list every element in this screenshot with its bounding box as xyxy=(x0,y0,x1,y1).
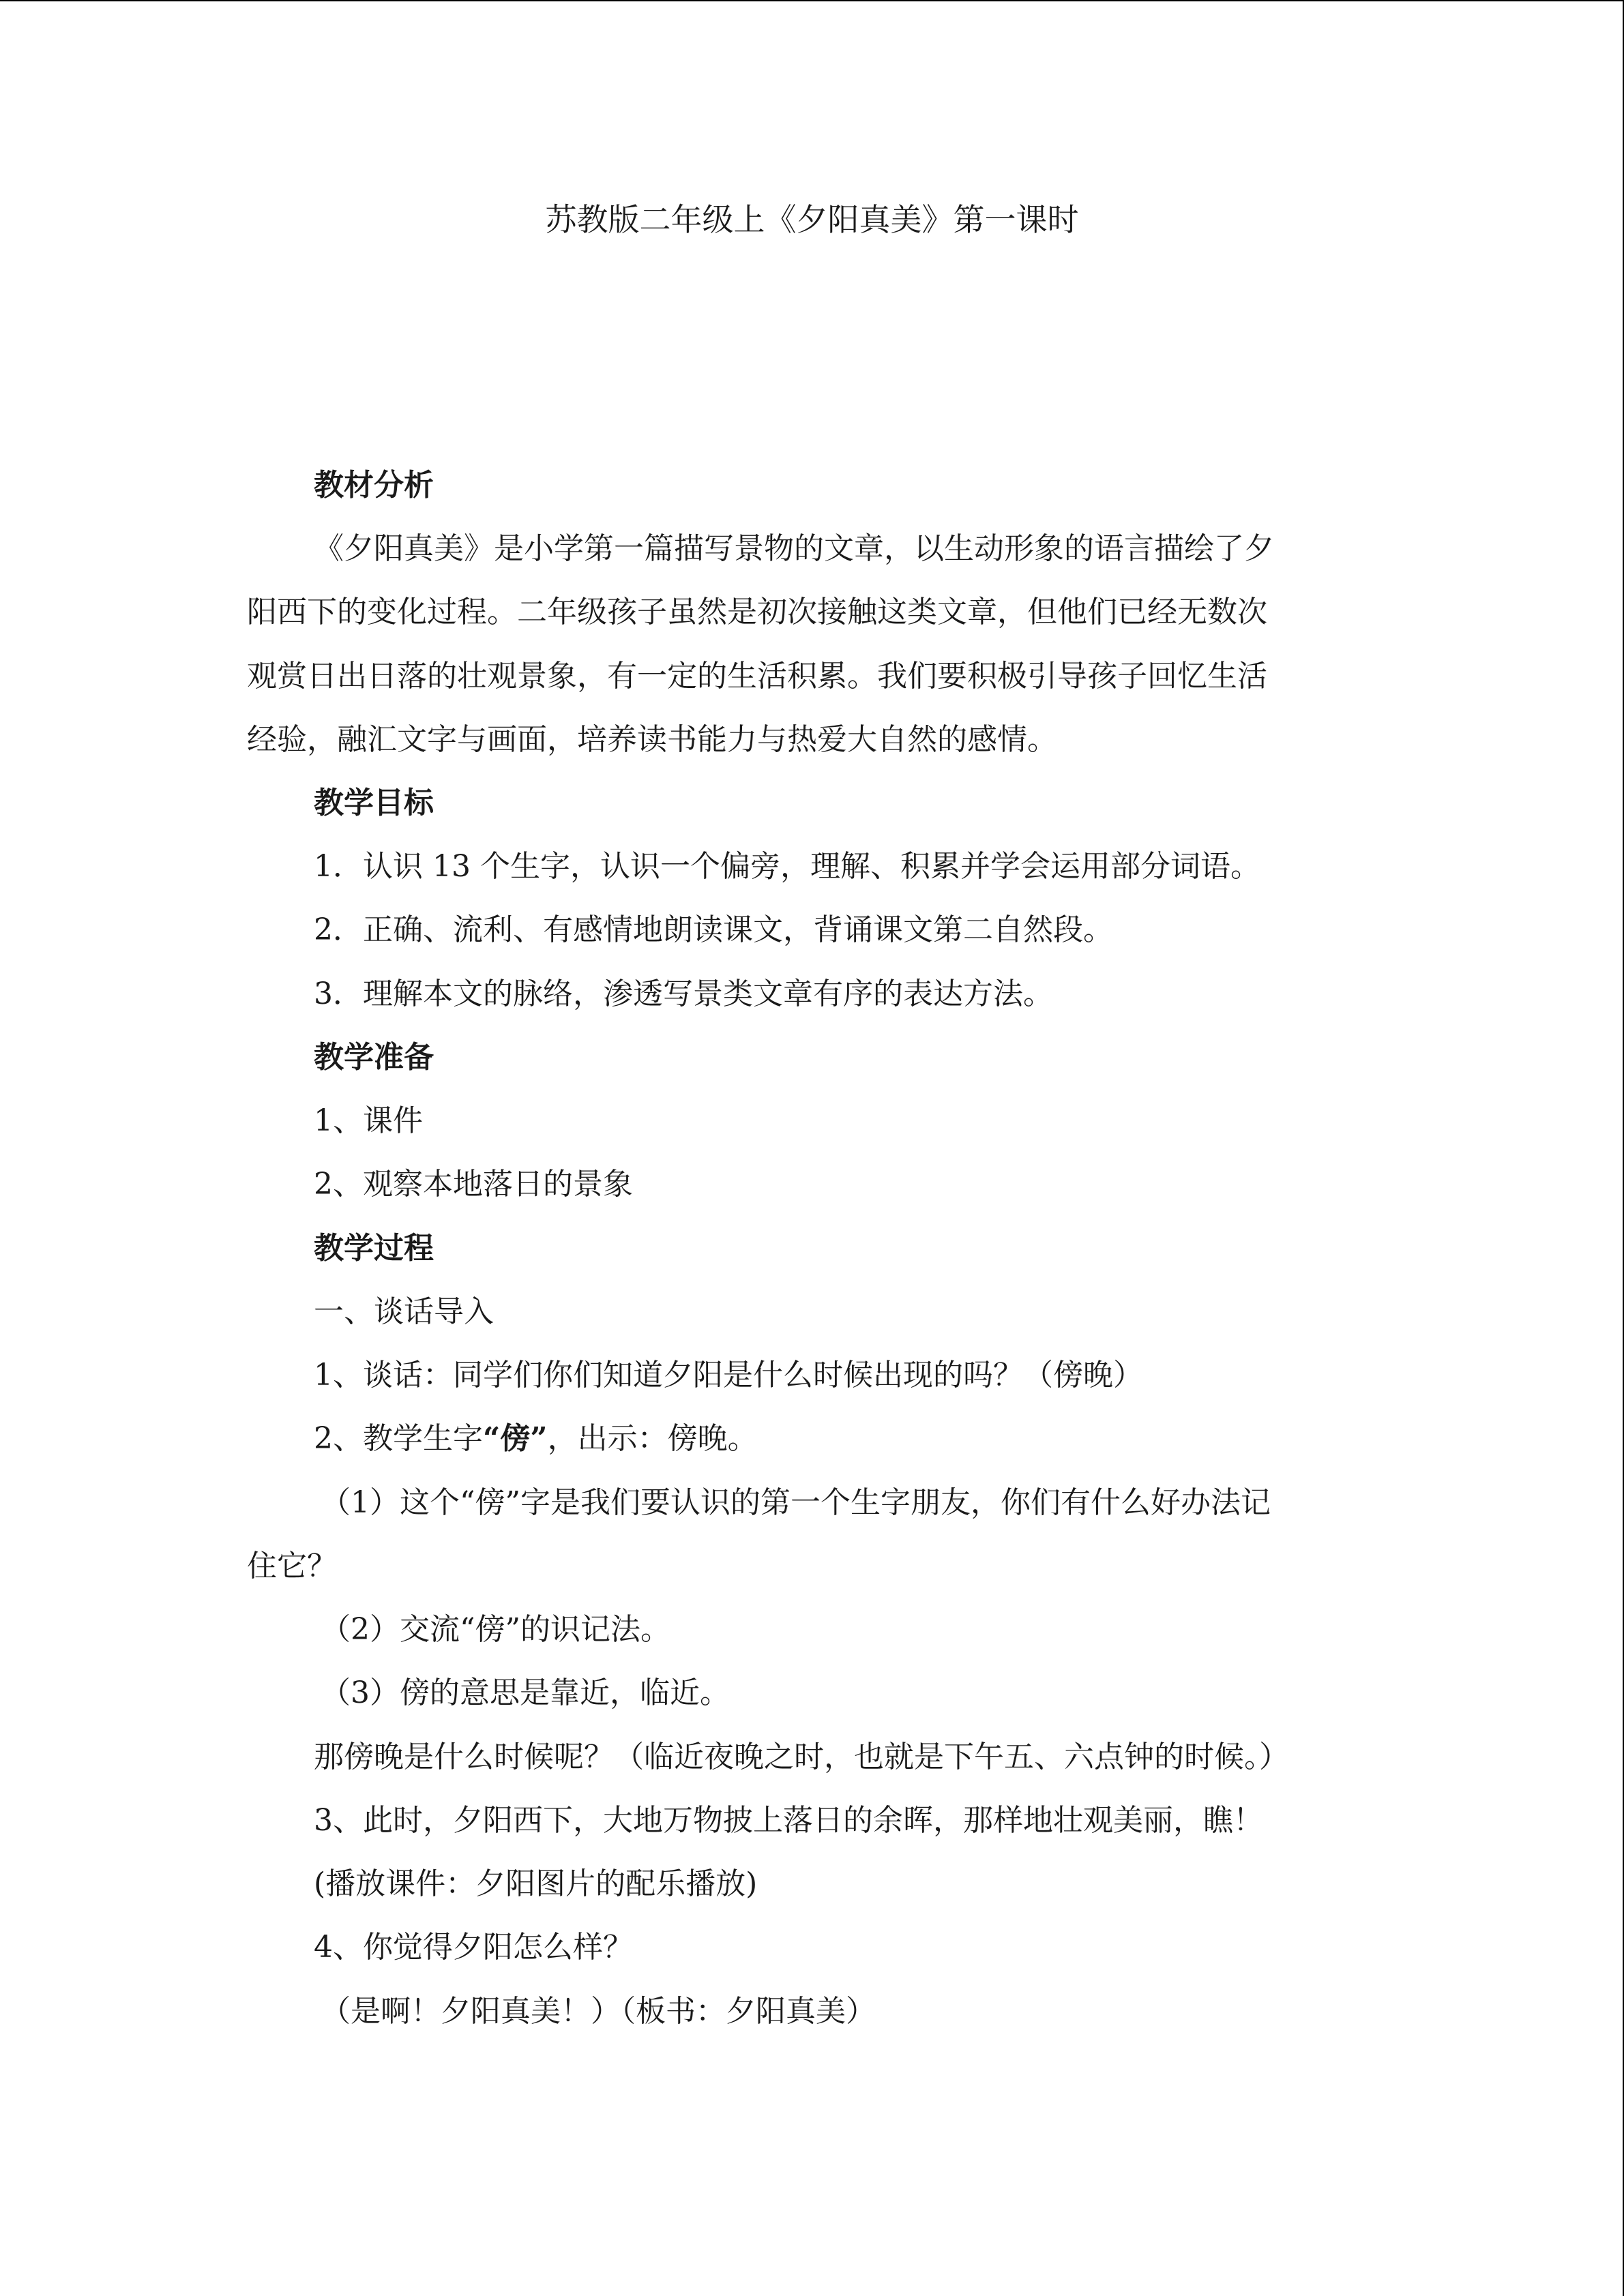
process-step-char: “傍” xyxy=(483,1421,548,1456)
paragraph-line: 《夕阳真美》是小学第一篇描写景物的文章，以生动形象的语言描绘了夕 xyxy=(314,531,1274,566)
process-sub-item: （1）这个“傍”字是我们要认识的第一个生字朋友，你们有什么好办法记 xyxy=(321,1485,1271,1520)
heading-material-analysis: 教材分析 xyxy=(314,468,434,503)
process-note: (播放课件：夕阳图片的配乐播放) xyxy=(314,1866,758,1901)
process-sub-item: （3）傍的意思是靠近，临近。 xyxy=(321,1675,730,1710)
process-sub-item-continued: 住它？ xyxy=(247,1549,337,1583)
prep-item: 1、课件 xyxy=(314,1103,423,1138)
paragraph-line: 观赏日出日落的壮观景象，有一定的生活积累。我们要积极引导孩子回忆生活 xyxy=(247,659,1267,694)
process-step-prefix: 2、教学生字 xyxy=(314,1421,483,1456)
goal-item: 3．理解本文的脉络，渗透写景类文章有序的表达方法。 xyxy=(314,976,1053,1011)
paragraph-line: 经验，融汇文字与画面，培养读书能力与热爱大自然的感情。 xyxy=(247,722,1057,757)
process-step-suffix: ，出示：傍晚。 xyxy=(547,1421,758,1456)
document-title: 苏教版二年级上《夕阳真美》第一课时 xyxy=(545,201,1079,238)
process-answer: （是啊！夕阳真美！）（板书：夕阳真美） xyxy=(321,1994,876,2029)
goal-item: 2．正确、流利、有感情地朗读课文，背诵课文第二自然段。 xyxy=(314,912,1113,947)
process-step xyxy=(314,1418,758,1459)
process-step: 1、谈话：同学们你们知道夕阳是什么时候出现的吗？（傍晚） xyxy=(314,1358,1143,1392)
heading-teaching-prep: 教学准备 xyxy=(314,1040,434,1075)
page-top-border xyxy=(0,0,1624,1)
goal-item: 1．认识 13 个生字，认识一个偏旁，理解、积累并学会运用部分词语。 xyxy=(314,849,1260,884)
process-step: 4、你觉得夕阳怎么样？ xyxy=(314,1930,633,1965)
process-sub-item: （2）交流“傍”的识记法。 xyxy=(321,1612,670,1647)
heading-teaching-process: 教学过程 xyxy=(314,1231,434,1266)
prep-item: 2、观察本地落日的景象 xyxy=(314,1167,633,1202)
process-part-title: 一、谈话导入 xyxy=(314,1294,494,1329)
paragraph-line: 阳西下的变化过程。二年级孩子虽然是初次接触这类文章，但他们已经无数次 xyxy=(247,595,1267,629)
process-question: 那傍晚是什么时候呢？（临近夜晚之时，也就是下午五、六点钟的时候。） xyxy=(314,1740,1289,1774)
process-step: 3、此时，夕阳西下，大地万物披上落日的余晖，那样地壮观美丽，瞧！ xyxy=(314,1803,1263,1838)
heading-teaching-goals: 教学目标 xyxy=(314,786,434,820)
